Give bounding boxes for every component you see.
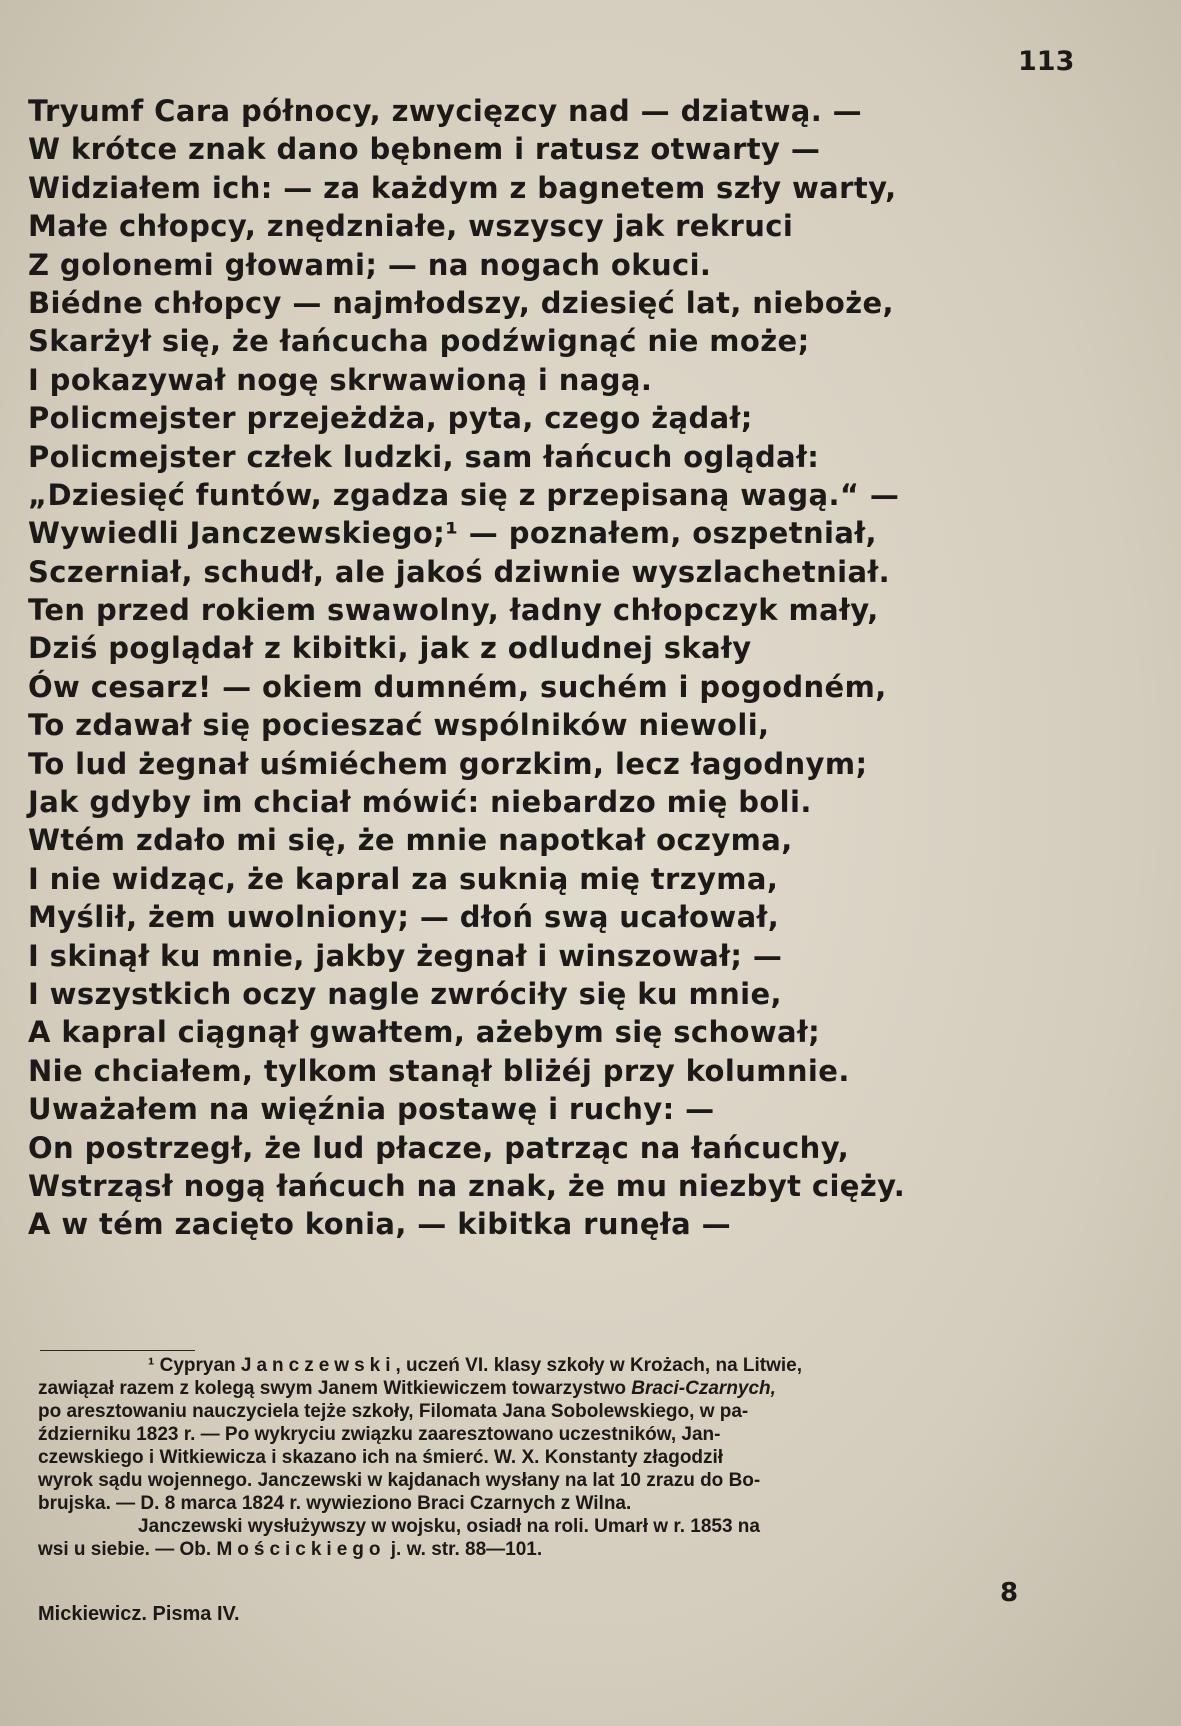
footnote-line	[38, 1377, 1098, 1400]
verse-line: Uważałem na więźnia postawę i ruchy: —	[28, 1092, 715, 1127]
verse-line: Wstrząsł nogą łańcuch na znak, że mu niezbyt cięży.	[28, 1168, 906, 1203]
verse-line: Myślił, żem uwolniony; — dłoń swą ucałował,	[28, 900, 780, 935]
verse-line: I skinął ku mnie, jakby żegnał i winszował; —	[28, 938, 783, 973]
footnote-line: brujska. — D. 8 marca 1824 r. wywieziono Braci Czarnych z Wilna.	[38, 1493, 632, 1514]
verse-line: I pokazywał nogę skrwawioną i nagą.	[28, 362, 653, 397]
verse-line: On postrzegł, że lud płacze, patrząc na łańcuchy,	[28, 1130, 850, 1165]
footnote-divider	[40, 1350, 195, 1351]
footnote	[38, 1354, 1098, 1561]
footnote-person-name: Mościckiego	[216, 1539, 386, 1560]
verse-line: Ów cesarz! — okiem dumném, suchém i pogodném,	[28, 669, 887, 704]
verse-line: Sczerniał, schudł, ale jakoś dziwnie wyszlachetniał.	[28, 554, 891, 589]
verse-line: To zdawał się pocieszać wspólników niewoli,	[28, 708, 770, 743]
verse-line: Policmejster przejeżdża, pyta, czego żądał;	[28, 401, 753, 436]
footnote-line: ździerniku 1823 r. — Po wykryciu związku zaaresztowano uczestników, Jan-	[38, 1424, 721, 1445]
footnote-text: , uczeń VI. klasy szkoły w Krożach, na Litwie,	[395, 1355, 803, 1376]
footnote-person-name: Janczewski	[240, 1355, 396, 1376]
verse-line: W krótce znak dano bębnem i ratusz otwarty —	[28, 132, 821, 167]
page-number: 113	[1018, 46, 1075, 77]
footnote-text: wsi u siebie. — Ob.	[38, 1539, 217, 1560]
verse-line: Skarżył się, że łańcucha podźwignąć nie może;	[28, 324, 810, 359]
footnote-society-name: Braci-Czarnych,	[631, 1378, 776, 1399]
footnote-text: zawiązał razem z kolegą swym Janem Witkiewiczem towarzystwo	[38, 1378, 632, 1399]
verse-line: Nie chciałem, tylkom stanął bliżéj przy kolumnie.	[28, 1053, 850, 1088]
running-foot: Mickiewicz. Pisma IV.	[38, 1603, 240, 1625]
footnote-line: wyrok sądu wojennego. Janczewski w kajdanach wysłany na lat 10 zrazu do Bo-	[38, 1470, 761, 1491]
verse-line: Ten przed rokiem swawolny, ładny chłopczyk mały,	[28, 593, 879, 628]
verse-line: A w tém zacięto konia, — kibitka runęła —	[28, 1207, 732, 1242]
footnote-line	[38, 1538, 1098, 1561]
verse-line: Tryumf Cara północy, zwycięzcy nad — dziatwą. —	[28, 94, 863, 128]
verse-line: Policmejster człek ludzki, sam łańcuch oglądał:	[28, 439, 820, 474]
verse-line: Biédne chłopcy — najmłodszy, dziesięć lat, nieboże,	[28, 285, 894, 320]
verse-line: I wszystkich oczy nagle zwróciły się ku mnie,	[28, 976, 782, 1011]
verse-line: „Dziesięć funtów, zgadza się z przepisaną wagą.“ —	[28, 477, 900, 512]
footnote-text: j. w. str. 88—101.	[385, 1539, 543, 1560]
footnote-text: ¹ Cypryan	[148, 1355, 241, 1376]
verse-line: Dziś poglądał z kibitki, jak z odludnej skały	[28, 631, 752, 666]
verse-line: I nie widząc, że kapral za suknią mię trzyma,	[28, 861, 779, 896]
footnote-line: Janczewski wysłużywszy w wojsku, osiadł na roli. Umarł w r. 1853 na	[138, 1516, 760, 1537]
verse-line: To lud żegnał uśmiéchem gorzkim, lecz łagodnym;	[28, 746, 868, 781]
verse-line: Małe chłopcy, znędzniałe, wszyscy jak rekruci	[28, 209, 794, 244]
verse-line: Wtém zdało mi się, że mnie napotkał oczyma,	[28, 823, 793, 858]
poem-text	[28, 92, 1048, 1244]
sheet-signature: 8	[1000, 1578, 1019, 1608]
verse-line: Z golonemi głowami; — na nogach okuci.	[28, 247, 712, 282]
verse-line: Wywiedli Janczewskiego;¹ — poznałem, oszpetniał,	[28, 516, 877, 551]
verse-line: Widziałem ich: — za każdym z bagnetem szły warty,	[28, 170, 897, 205]
footnote-line: czewskiego i Witkiewicza i skazano ich na śmierć. W. X. Konstanty złagodził	[38, 1447, 724, 1468]
footnote-line: po aresztowaniu nauczyciela tejże szkoły, Filomata Jana Sobolewskiego, w pa-	[38, 1401, 749, 1422]
verse-line: A kapral ciągnął gwałtem, ażebym się schował;	[28, 1015, 821, 1050]
verse-line: Jak gdyby im chciał mówić: niebardzo mię boli.	[28, 785, 812, 820]
footnote-line	[38, 1354, 1098, 1377]
